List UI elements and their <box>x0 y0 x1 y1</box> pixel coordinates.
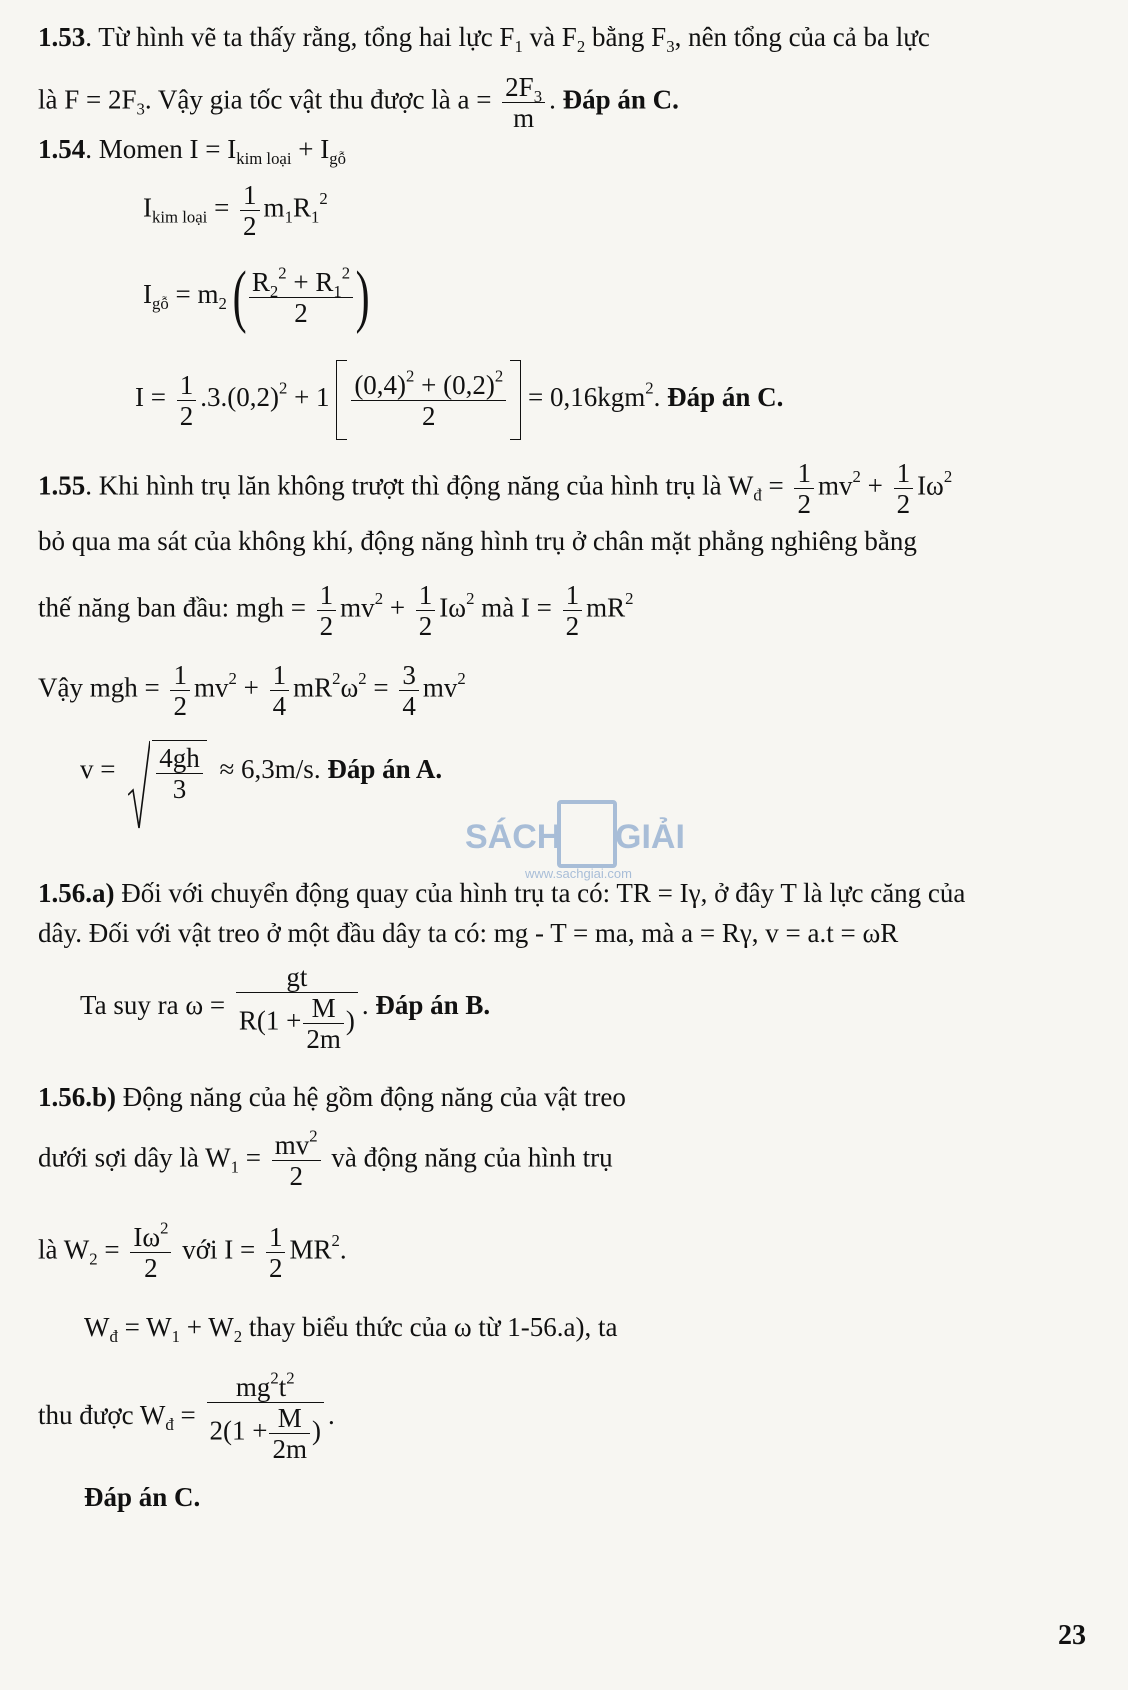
problem-1-56a-line-2: dây. Đối với vật treo ở một đầu dây ta có: mg - T = ma, mà a = Rγ, v = a.t = ωR <box>38 918 899 948</box>
problem-1-56b-answer <box>84 1480 200 1514</box>
square-root: $\frac{4gh}{3}$ <box>128 740 207 804</box>
problem-1-55-line-2: bỏ qua ma sát của không khí, động năng hình trụ ở chân mặt phẳng nghiêng bằng <box>38 526 917 556</box>
answer: Đáp án C. <box>562 84 679 115</box>
problem-label: 1.53 <box>38 22 86 52</box>
equation-i-metal: $I_{kim loại}$ = $\frac{1}{2}$ $m_1R_1^2$ <box>143 180 328 241</box>
fraction: $\frac{2F_3}{m}$ <box>502 72 545 133</box>
problem-1-56b-line-5: thu được $W_đ$ = $mg^2t^2$ 2(1 + $\frac{M}{2m}$ ) . <box>38 1368 335 1464</box>
page-number: 23 <box>1058 1620 1086 1651</box>
problem-1-53-line-2: là $F = 2F_3$. Vậy gia tốc vật thu được là a = $\frac{2F_3}{m}$ . Đáp án C. <box>38 72 679 133</box>
problem-label: 1.55 <box>38 470 86 501</box>
problem-1-56b-line-2: dưới sợi dây là $W_1$ = $\frac{mv^2}{2}$ và động năng của hình trụ <box>38 1126 613 1191</box>
problem-1-56b-line-1: 1.56.b) Động năng của hệ gồm động năng của vật treo <box>38 1082 626 1112</box>
problem-1-55-line-3: thế năng ban đầu: mgh = $\frac{1}{2}$ $mv^2$ + $\frac{1}{2}$ $I\omega^2$ mà I = $\frac{1}{2}$ $mR^2$ <box>38 580 634 641</box>
problem-1-55-line-4: Vậy mgh = $\frac{1}{2}$ $mv^2$ + $\frac{1}{4}$ $mR^2\omega^2$ = $\frac{3}{4}$ $mv^2$ <box>38 660 466 721</box>
answer: Đáp án C. <box>84 1482 201 1512</box>
problem-1-55-line-1: 1.55. Khi hình trụ lăn không trượt thì động năng của hình trụ là $W_đ$ = $\frac{1}{2}$ $mv^2$ + $\frac{1}{2}$ $I\omega^2$ <box>38 458 953 519</box>
problem-label: 1.56.b) <box>38 1082 117 1112</box>
problem-1-56a-line-1: 1.56.a) Đối với chuyển động quay của hình trụ ta có: TR = Iγ, ở đây T là lực căng của <box>38 878 966 908</box>
problem-1-56a-line-3: Ta suy ra ω = gt R(1 + $\frac{M}{2m}$ ) . Đáp án B. <box>80 962 491 1054</box>
equation-i-wood: $I_{gỗ} = m_2$ ( $\frac{R_2^2 + R_1^2}{2}$ ) <box>143 258 370 335</box>
radical-sign <box>128 740 150 830</box>
problem-1-56b-line-3: là $W_2$ = $\frac{I\omega^2}{2}$ với I = $\frac{1}{2}$ $MR^2$. <box>38 1218 347 1283</box>
watermark-logo: SÁCH GIẢI www.sachgiai.com <box>465 800 675 880</box>
problem-1-53-line-1: 1.53. Từ hình vẽ ta thấy rằng, tổng hai lực $F_1$ và $F_2$ bằng $F_3$, nên tổng của cả ba lực <box>38 22 930 56</box>
answer: Đáp án A. <box>327 754 443 785</box>
problem-label: 1.56.a) <box>38 878 115 908</box>
equation-i-total: I = $\frac{1}{2}$ $.3.(0,2)^2 + 1$ $\frac{(0,4)^2 + (0,2)^2}{2}$ = 0,16kgm$^2$. Đáp án C. <box>135 360 783 440</box>
problem-label: 1.54 <box>38 134 86 164</box>
answer: Đáp án C. <box>667 382 784 413</box>
answer: Đáp án B. <box>375 990 491 1021</box>
problem-1-55-line-5: v = $\frac{4gh}{3}$ ≈ 6,3m/s. Đáp án A. <box>80 740 442 804</box>
problem-1-54-intro: 1.54. Momen $I = I_{kim loại} + I_{gỗ}$ <box>38 134 346 168</box>
problem-1-56b-line-4: $W_đ = W_1 + W_2$ thay biểu thức của ω từ 1-56.a), ta <box>84 1312 618 1346</box>
